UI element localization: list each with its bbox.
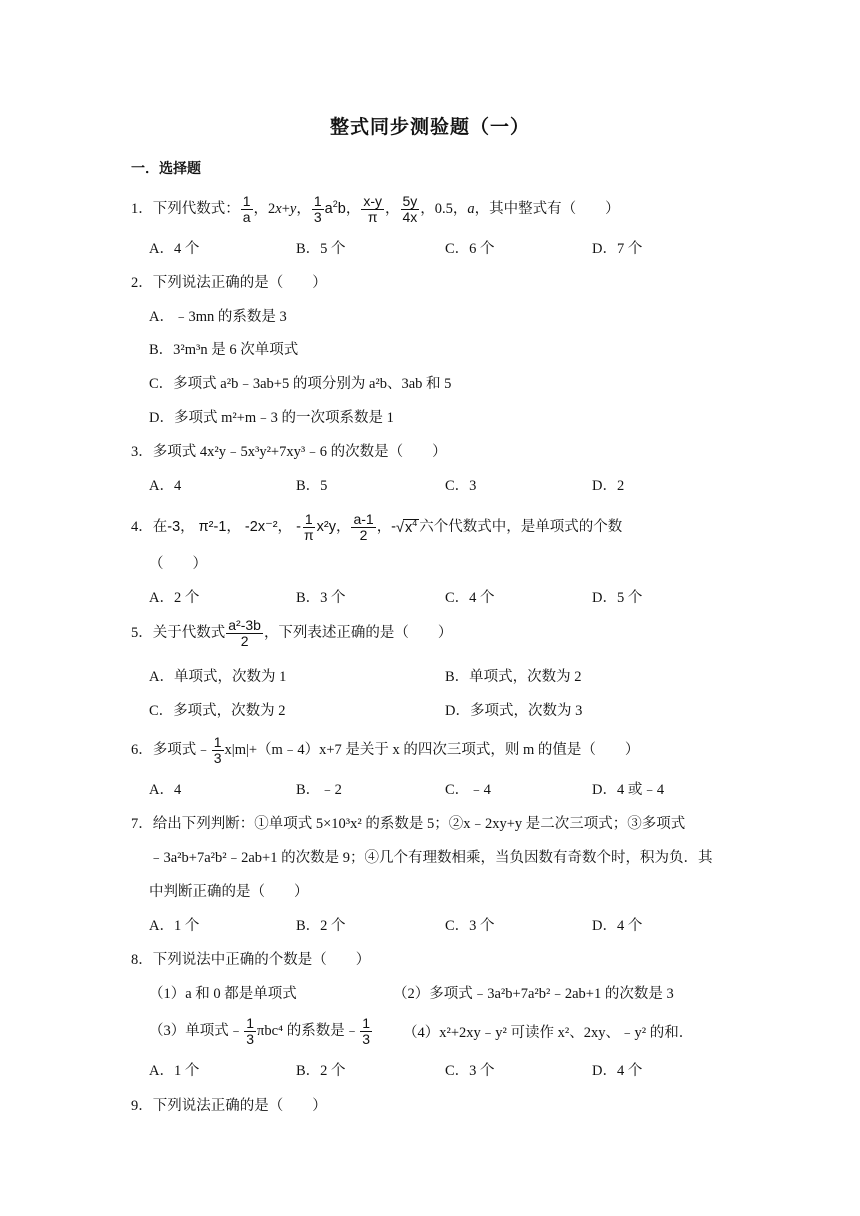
question-7-line2: ﹣3a²b+7a²b²﹣2ab+1 的次数是 9；④几个有理数相乘，当负因数有奇数个时，积为负．其 <box>149 850 713 866</box>
question-6-stem: 6．多项式﹣ $\frac{1}{3}$ x|m|+（m﹣4）x+7 是关于 x 的四次三项式，则 m 的值是（ ） <box>131 734 640 766</box>
option-d[interactable]: D．4 或﹣4 <box>592 782 665 798</box>
question-5-stem: 5．关于代数式 $\frac{\text{a²-3b}}{2}$ ，下列表述正确的是（ ） <box>131 617 453 649</box>
option-a[interactable]: A．2 个 <box>149 590 200 606</box>
fraction: $\frac{5y}{4x}$ <box>402 193 418 225</box>
option-d[interactable]: D．2 <box>592 478 625 494</box>
question-9-stem: 9．下列说法正确的是（ ） <box>131 1098 327 1114</box>
option-b[interactable]: B．2 个 <box>296 1063 346 1079</box>
option-a[interactable]: A．4 个 <box>149 241 200 257</box>
option-c[interactable]: C．多项式 a²b﹣3ab+5 的项分别为 a²b、3ab 和 5 <box>149 376 452 392</box>
fraction: $\frac{1}{a}$ <box>242 193 251 225</box>
option-a[interactable]: A．1 个 <box>149 918 200 934</box>
question-2-stem: 2．下列说法正确的是（ ） <box>131 275 327 291</box>
question-3-stem: 3．多项式 4x²y﹣5x³y²+7xy³﹣6 的次数是（ ） <box>131 444 447 460</box>
page-title: 整式同步测验题（一） <box>329 117 530 138</box>
option-c[interactable]: C．多项式，次数为 2 <box>149 703 286 719</box>
fraction: $\frac{1}{3}$ <box>213 734 222 766</box>
option-c[interactable]: C．3 个 <box>445 918 495 934</box>
fraction: $\frac{1}{3}$ <box>362 1015 371 1047</box>
option-a[interactable]: A．4 <box>149 478 182 494</box>
fraction: $\frac{a-1}{2}$ <box>353 511 374 543</box>
option-c[interactable]: C．6 个 <box>445 241 495 257</box>
option-d[interactable]: D．4 个 <box>592 1063 643 1079</box>
question-4-line2: （ ） <box>149 556 207 572</box>
fraction: $\frac{1}{3}$ <box>246 1015 255 1047</box>
option-c[interactable]: C．﹣4 <box>445 782 491 798</box>
option-d[interactable]: D．7 个 <box>592 241 643 257</box>
option-b[interactable]: B．3²m³n 是 6 次单项式 <box>149 342 299 358</box>
statement-1: （1）a 和 0 都是单项式 <box>149 986 297 1002</box>
statement-4: （4）x²+2xy﹣y² 可读作 x²、2xy、﹣y² 的和． <box>403 1025 694 1041</box>
option-d[interactable]: D．多项式 m²+m﹣3 的一次项系数是 1 <box>149 410 394 426</box>
option-b[interactable]: B．5 <box>296 478 328 494</box>
option-d[interactable]: D．多项式，次数为 3 <box>445 703 583 719</box>
option-c[interactable]: C．3 个 <box>445 1063 495 1079</box>
option-b[interactable]: B．﹣2 <box>296 782 342 798</box>
option-d[interactable]: D．4 个 <box>592 918 643 934</box>
option-d[interactable]: D．5 个 <box>592 590 643 606</box>
question-1-stem: 1．下列代数式： $\frac{1}{a}$ ，2x+y， $\frac{1}{3}$ $a^2b$， $\frac{x-y}{\pi}$ ， $\frac{5y}{4x}$ ，0.5，a，其中整式有（ ） <box>131 193 620 225</box>
sqrt-icon: $√x^4$ <box>396 517 418 536</box>
question-7-line3: 中判断正确的是（ ） <box>149 884 309 900</box>
option-b[interactable]: B．2 个 <box>296 918 346 934</box>
fraction: $\frac{\text{a²-3b}}{2}$ <box>228 617 261 649</box>
option-a[interactable]: A．﹣3mn 的系数是 3 <box>149 309 287 325</box>
fraction: $\frac{1}{\pi}$ <box>303 511 314 543</box>
section-heading: 一．选择题 <box>131 162 201 177</box>
question-4-stem: 4．在-3， π²-1， -2x⁻²， - $\frac{1}{\pi}$ x²y， $\frac{a-1}{2}$ ，$-√x^4$ 六个代数式中，是单项式的个数 <box>131 511 623 543</box>
fraction: $\frac{x-y}{\pi}$ <box>363 193 382 225</box>
option-a[interactable]: A．1 个 <box>149 1063 200 1079</box>
option-c[interactable]: C．4 个 <box>445 590 495 606</box>
option-b[interactable]: B．3 个 <box>296 590 346 606</box>
question-7-line1: 7．给出下列判断：①单项式 5×10³x² 的系数是 5；②x﹣2xy+y 是二次三项式；③多项式 <box>131 816 686 832</box>
question-8-stem: 8．下列说法中正确的个数是（ ） <box>131 952 371 968</box>
option-a[interactable]: A．4 <box>149 782 182 798</box>
option-b[interactable]: B．单项式，次数为 2 <box>445 669 582 685</box>
statement-3: （3）单项式﹣ $\frac{1}{3}$ πbc⁴ 的系数是﹣ $\frac{1}{3}$ <box>149 1015 371 1047</box>
fraction: $\frac{1}{3}$ <box>313 193 322 225</box>
option-c[interactable]: C．3 <box>445 478 477 494</box>
option-b[interactable]: B．5 个 <box>296 241 346 257</box>
option-a[interactable]: A．单项式，次数为 1 <box>149 669 287 685</box>
statement-2: （2）多项式﹣3a²b+7a²b²﹣2ab+1 的次数是 3 <box>393 986 674 1002</box>
